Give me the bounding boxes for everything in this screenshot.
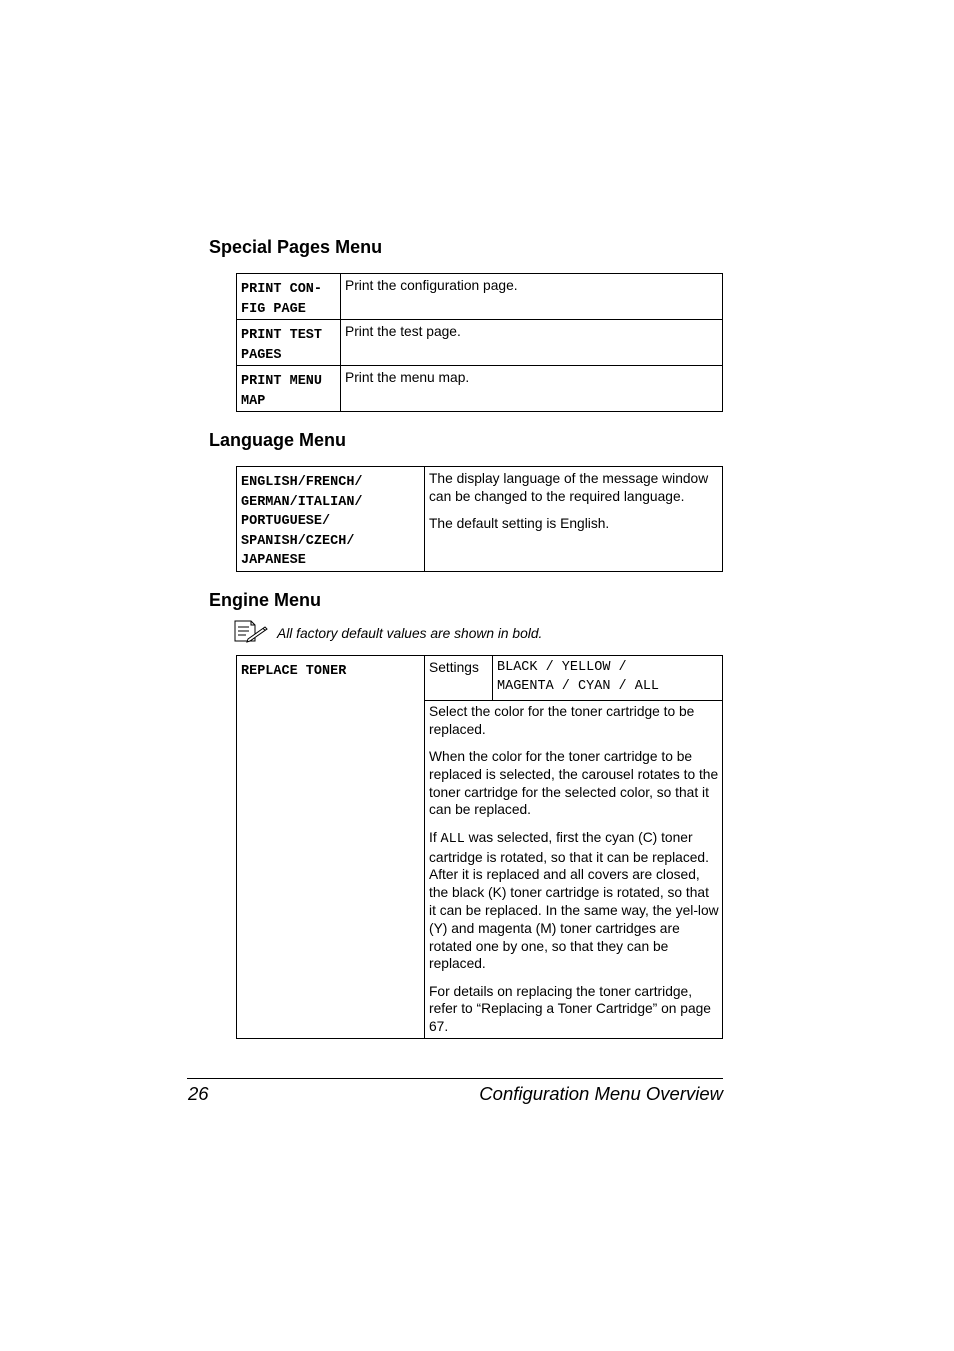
description-cell: Print the configuration page. xyxy=(341,274,723,320)
special-pages-heading: Special Pages Menu xyxy=(209,237,383,257)
page-number: 26 xyxy=(188,1083,209,1104)
description-text xyxy=(429,829,719,973)
description-text: The default setting is English. xyxy=(429,516,610,532)
language-menu-heading: Language Menu xyxy=(209,430,347,450)
menu-item-cell xyxy=(237,320,341,366)
menu-item-label: REPLACE TONER xyxy=(241,664,347,679)
menu-item-label: PRINT CON- xyxy=(241,282,323,297)
special-pages-table xyxy=(236,273,723,412)
settings-values-text: MAGENTA / CYAN / ALL xyxy=(497,679,660,694)
menu-item-label: JAPANESE xyxy=(241,553,306,568)
menu-item-cell xyxy=(237,366,341,412)
language-table xyxy=(236,466,723,572)
engine-table xyxy=(236,655,723,1039)
description-cell xyxy=(425,701,723,1039)
description-cell: Print the menu map. xyxy=(341,366,723,412)
table-row xyxy=(237,320,723,366)
menu-item-cell xyxy=(237,656,425,1039)
description-text: The display language of the message window can be changed to the required language. xyxy=(429,471,709,504)
menu-item-label: FIG PAGE xyxy=(241,301,306,317)
description-text: When the color for the toner cartridge to be replaced is selected, the carousel rotates to the toner cartridge for the selected color, so that it can be replaced. xyxy=(429,749,719,818)
menu-item-label: PAGES xyxy=(241,347,282,363)
description-text: For details on replacing the toner cartridge, refer to “Replacing a Toner Cartridge” on page 67. xyxy=(429,983,711,1035)
table-row xyxy=(237,467,723,572)
menu-item-label: GERMAN/ITALIAN/ xyxy=(241,494,363,510)
footer-rule xyxy=(187,1078,723,1079)
note-pencil-icon xyxy=(234,620,270,644)
settings-values-cell xyxy=(493,656,723,701)
menu-item-label: PORTUGUESE/ xyxy=(241,514,331,529)
description-text: Select the color for the toner cartridge to be replaced. xyxy=(429,704,695,737)
note-text: All factory default values are shown in bold. xyxy=(277,626,543,641)
menu-item-label: ENGLISH/FRENCH/ xyxy=(241,475,363,490)
description-cell: Print the test page. xyxy=(341,320,723,366)
description-fragment: If xyxy=(429,829,441,845)
settings-label-cell: Settings xyxy=(425,656,493,701)
description-cell xyxy=(425,467,723,572)
menu-item-cell xyxy=(237,274,341,320)
footer-title: Configuration Menu Overview xyxy=(479,1083,723,1104)
engine-menu-heading: Engine Menu xyxy=(209,590,321,610)
inline-code: ALL xyxy=(440,831,465,847)
table-row xyxy=(237,656,723,701)
description-fragment: was selected, first the cyan (C) toner cartridge is rotated, so that it can be replaced. After it is replaced and all covers are closed, the black (K) toner cartridge is rotated, so that it can be replaced. In the same way, the yel-low (Y) and magenta (M) toner cartridges are rotated one by one, so that they can be replaced. xyxy=(429,829,719,972)
menu-item-label: SPANISH/CZECH/ xyxy=(241,533,355,549)
menu-item-label: MAP xyxy=(241,393,266,409)
settings-values-text: BLACK / YELLOW / xyxy=(497,660,627,675)
table-row xyxy=(237,274,723,320)
menu-item-cell xyxy=(237,467,425,572)
menu-item-label: PRINT MENU xyxy=(241,374,323,389)
menu-item-label: PRINT TEST xyxy=(241,328,323,343)
table-row xyxy=(237,366,723,412)
